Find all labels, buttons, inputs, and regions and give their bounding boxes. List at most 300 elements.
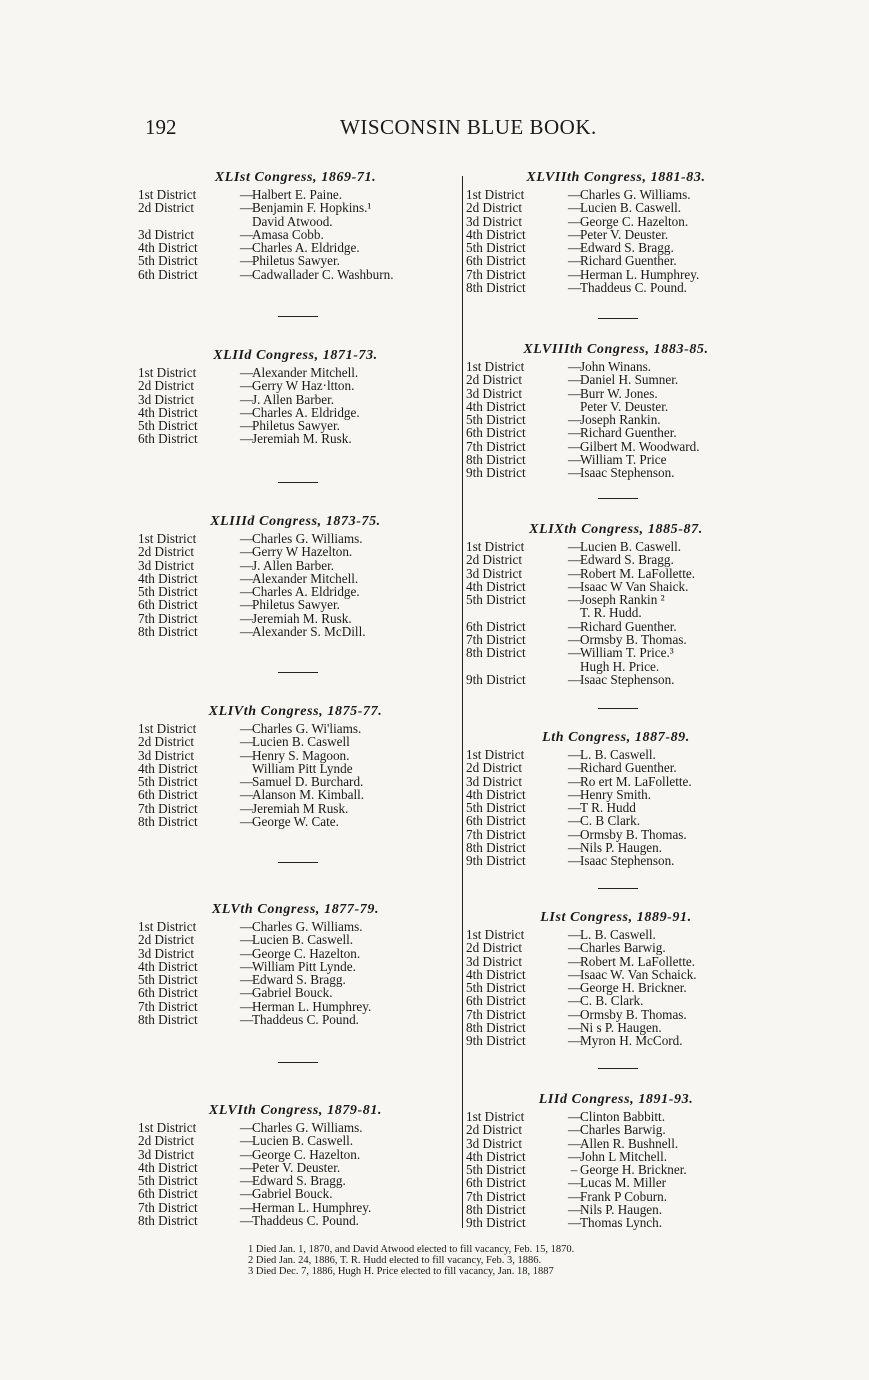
district-row xyxy=(466,413,766,426)
separator-dash: — xyxy=(240,624,254,640)
district-label: 2d District xyxy=(466,372,523,388)
member-name: Robert M. LaFollette. xyxy=(580,565,696,581)
district-row xyxy=(466,215,766,228)
member-name: J. Allen Barber. xyxy=(252,391,335,407)
district-row xyxy=(466,188,766,201)
congress-heading: XLVIIIth Congress, 1883-85. xyxy=(523,342,709,357)
district-label: 4th District xyxy=(138,760,198,776)
separator-dash: — xyxy=(240,1213,254,1229)
member-name: Benjamin F. Hopkins.¹ xyxy=(252,200,372,216)
district-row xyxy=(138,598,453,611)
district-label: 5th District xyxy=(466,1162,526,1178)
separator-dash: — xyxy=(568,592,582,608)
separator-dash: — xyxy=(568,940,582,956)
district-label: 9th District xyxy=(466,1033,526,1049)
district-row xyxy=(466,1110,766,1123)
section-rule xyxy=(278,862,318,863)
district-label: 3d District xyxy=(466,565,523,581)
member-name: Charles G. Williams. xyxy=(252,919,363,934)
district-label: 1st District xyxy=(466,359,525,374)
district-label: 8th District xyxy=(466,1202,526,1218)
district-row xyxy=(466,620,766,633)
member-name: George H. Brickner. xyxy=(580,1162,687,1178)
separator-dash: — xyxy=(240,610,254,626)
separator-dash: — xyxy=(240,958,254,974)
district-row xyxy=(466,941,766,954)
member-name: Alexander Mitchell. xyxy=(252,365,359,380)
member-name: Thaddeus C. Pound. xyxy=(252,1213,359,1229)
separator-dash: — xyxy=(240,378,254,394)
member-name: Charles Barwig. xyxy=(580,940,666,956)
district-row xyxy=(138,1174,453,1187)
district-row xyxy=(466,593,766,606)
separator-dash: — xyxy=(568,1202,582,1218)
member-name: C. B Clark. xyxy=(580,813,641,829)
separator-dash: — xyxy=(568,240,582,256)
district-row xyxy=(138,1187,453,1200)
district-label: 9th District xyxy=(466,671,526,687)
district-label: 7th District xyxy=(466,632,526,648)
district-row xyxy=(466,994,766,1007)
district-label: 8th District xyxy=(138,814,198,830)
member-name: C. B. Clark. xyxy=(580,993,644,1009)
district-row xyxy=(466,1203,766,1216)
district-row xyxy=(466,1150,766,1163)
district-label: 1st District xyxy=(466,1109,525,1124)
district-label: 3d District xyxy=(138,557,195,573)
district-row xyxy=(138,960,453,973)
separator-dash: — xyxy=(568,747,582,762)
district-row xyxy=(138,762,453,775)
district-label: 7th District xyxy=(466,266,526,282)
member-name: Charles Barwig. xyxy=(580,1122,666,1138)
district-row xyxy=(138,366,453,379)
district-row xyxy=(138,215,453,228)
member-name: George W. Cate. xyxy=(252,814,339,830)
separator-dash: — xyxy=(568,253,582,269)
member-name: Gabriel Bouck. xyxy=(252,1186,333,1202)
separator-dash: — xyxy=(240,404,254,420)
separator-dash: — xyxy=(240,1173,254,1189)
district-row xyxy=(138,933,453,946)
district-row xyxy=(466,440,766,453)
separator-dash: — xyxy=(568,800,582,816)
member-name: Cadwallader C. Washburn. xyxy=(252,266,394,282)
separator-dash: — xyxy=(240,570,254,586)
member-name: Ni s P. Haugen. xyxy=(580,1020,662,1036)
separator-dash: — xyxy=(568,1020,582,1036)
district-row xyxy=(466,540,766,553)
member-name: J. Allen Barber. xyxy=(252,557,335,573)
district-label: 2d District xyxy=(138,544,195,560)
separator-dash: — xyxy=(240,597,254,613)
page-number: 192 xyxy=(145,115,177,139)
section-rule xyxy=(598,708,638,709)
member-name: Charles G. Williams. xyxy=(252,531,363,546)
congress-heading: XLIst Congress, 1869-71. xyxy=(214,170,377,185)
district-label: 4th District xyxy=(138,958,198,974)
district-row xyxy=(138,920,453,933)
district-label: 8th District xyxy=(138,1012,198,1028)
district-label: 6th District xyxy=(138,787,198,803)
district-label: 7th District xyxy=(138,998,198,1014)
district-row xyxy=(138,986,453,999)
separator-dash: — xyxy=(568,980,582,996)
separator-dash: — xyxy=(240,774,254,790)
district-label: 6th District xyxy=(466,993,526,1009)
district-row xyxy=(466,673,766,686)
district-label: 7th District xyxy=(466,438,526,454)
separator-dash: — xyxy=(568,412,582,428)
separator-dash: — xyxy=(240,266,254,282)
member-name: Charles A. Eldridge. xyxy=(252,404,360,420)
district-row xyxy=(138,1214,453,1227)
district-label: 7th District xyxy=(138,610,198,626)
district-label: 2d District xyxy=(466,940,523,956)
member-name: Philetus Sawyer. xyxy=(252,597,340,613)
member-name: Philetus Sawyer. xyxy=(252,253,340,269)
separator-dash: — xyxy=(240,1199,254,1215)
district-row xyxy=(466,228,766,241)
separator-dash: — xyxy=(568,966,582,982)
separator-dash: — xyxy=(240,1133,254,1149)
separator-dash: — xyxy=(568,539,582,554)
district-row xyxy=(466,1034,766,1047)
congress-heading: XLVIth Congress, 1879-81. xyxy=(208,1103,383,1118)
member-name: Charles A. Eldridge. xyxy=(252,584,360,600)
footnotes xyxy=(248,1244,708,1278)
district-row xyxy=(138,201,453,214)
separator-dash: — xyxy=(240,240,254,256)
separator-dash: — xyxy=(240,531,254,546)
separator-dash: — xyxy=(568,425,582,441)
district-label: 8th District xyxy=(466,645,526,661)
member-name: Jeremiah M. Rusk. xyxy=(252,431,352,447)
member-name: Burr W. Jones. xyxy=(580,385,658,401)
footnote: 2 Died Jan. 24, 1886, T. R. Hudd elected to fill vacancy, Feb. 3, 1886. xyxy=(248,1255,542,1267)
congress-block xyxy=(466,908,766,1048)
district-row xyxy=(138,254,453,267)
district-label: 3d District xyxy=(466,1135,523,1151)
member-name: Alexander Mitchell. xyxy=(252,570,359,586)
district-row xyxy=(138,268,453,281)
district-row xyxy=(466,748,766,761)
separator-dash: — xyxy=(240,1159,254,1175)
member-name: Charles A. Eldridge. xyxy=(252,240,360,256)
separator-dash: — xyxy=(568,452,582,468)
district-label: 8th District xyxy=(138,1213,198,1229)
member-name: Henry S. Magoon. xyxy=(252,747,350,763)
district-row xyxy=(466,1163,766,1176)
column-divider xyxy=(462,176,463,1228)
district-row xyxy=(466,1021,766,1034)
separator-dash: — xyxy=(568,187,582,202)
congress-heading: LIst Congress, 1889-91. xyxy=(540,910,692,925)
member-name: Gerry W Hazelton. xyxy=(252,544,353,560)
district-label: 6th District xyxy=(466,618,526,634)
separator-dash: — xyxy=(568,927,582,942)
member-name: Thomas Lynch. xyxy=(580,1215,663,1231)
district-row xyxy=(138,379,453,392)
separator-dash: — xyxy=(568,953,582,969)
district-label: 6th District xyxy=(466,425,526,441)
district-label: 4th District xyxy=(466,398,526,414)
district-label: 2d District xyxy=(466,1122,523,1138)
member-name: Edward S. Bragg. xyxy=(580,552,674,568)
district-label: 3d District xyxy=(138,1146,195,1162)
district-label: 2d District xyxy=(138,734,195,750)
district-row xyxy=(138,188,453,201)
separator-dash: — xyxy=(568,552,582,568)
congress-block xyxy=(466,520,766,686)
member-name: Richard Guenther. xyxy=(580,253,677,269)
member-name: Isaac W. Van Schaick. xyxy=(580,966,697,982)
district-label: 1st District xyxy=(466,747,525,762)
member-name: Philetus Sawyer. xyxy=(252,418,340,434)
district-label: 9th District xyxy=(466,1215,526,1231)
district-row xyxy=(138,802,453,815)
district-label: 5th District xyxy=(466,592,526,608)
district-label: 1st District xyxy=(138,919,197,934)
district-label: 7th District xyxy=(466,1006,526,1022)
separator-dash: — xyxy=(568,1135,582,1151)
congress-heading: XLIVth Congress, 1875-77. xyxy=(208,704,383,719)
district-row xyxy=(138,947,453,960)
district-row xyxy=(466,373,766,386)
separator-dash xyxy=(240,762,252,775)
member-name: George C. Hazelton. xyxy=(580,213,689,229)
district-label: 3d District xyxy=(466,773,523,789)
member-name: Lucas M. Miller xyxy=(580,1175,667,1191)
member-name: Herman L. Humphrey. xyxy=(252,1199,372,1215)
member-name: Charles G. Wi'liams. xyxy=(252,721,362,736)
member-name: Ormsby B. Thomas. xyxy=(580,1006,687,1022)
separator-dash: — xyxy=(568,438,582,454)
member-name: John L Mitchell. xyxy=(580,1148,668,1164)
separator-dash: — xyxy=(568,1188,582,1204)
district-label: 6th District xyxy=(466,1175,526,1191)
district-label: 7th District xyxy=(138,800,198,816)
separator-dash: — xyxy=(240,721,254,736)
separator-dash: — xyxy=(568,786,582,802)
member-name: T R. Hudd xyxy=(580,800,636,816)
section-rule xyxy=(278,672,318,673)
member-name: Ormsby B. Thomas. xyxy=(580,826,687,842)
district-row xyxy=(466,1137,766,1150)
footnote: 3 Died Dec. 7, 1886, Hugh H. Price elected to fill vacancy, Jan. 18, 1887 xyxy=(248,1266,554,1278)
district-row xyxy=(138,559,453,572)
district-row xyxy=(466,1123,766,1136)
district-label: 6th District xyxy=(138,597,198,613)
district-row xyxy=(466,633,766,646)
member-name: Myron H. McCord. xyxy=(580,1033,683,1049)
member-name: Nils P. Haugen. xyxy=(580,840,663,856)
member-name: Jeremiah M Rusk. xyxy=(252,800,349,816)
separator-dash: — xyxy=(568,645,582,661)
member-name: Frank P Coburn. xyxy=(580,1188,668,1204)
member-name: Isaac Stephenson. xyxy=(580,671,675,687)
member-name: George H. Brickner. xyxy=(580,980,687,996)
congress-block xyxy=(466,728,766,868)
district-row xyxy=(466,814,766,827)
separator-dash: — xyxy=(240,1186,254,1202)
district-label: 5th District xyxy=(138,1173,198,1189)
district-label: 3d District xyxy=(466,213,523,229)
district-row xyxy=(466,426,766,439)
separator-dash: — xyxy=(240,584,254,600)
separator-dash: — xyxy=(568,1006,582,1022)
member-name: Lucien B. Caswell xyxy=(252,734,350,750)
footnote: 1 Died Jan. 1, 1870, and David Atwood elected to fill vacancy, Feb. 15, 1870. xyxy=(248,1244,575,1255)
district-label: 5th District xyxy=(466,240,526,256)
separator-dash: — xyxy=(568,385,582,401)
member-name: Gabriel Bouck. xyxy=(252,985,333,1001)
separator-dash: — xyxy=(240,187,254,202)
district-row xyxy=(138,1000,453,1013)
member-name: Peter V. Deuster. xyxy=(580,398,669,414)
page-header xyxy=(0,115,869,141)
separator-dash: — xyxy=(568,1175,582,1191)
district-label: 4th District xyxy=(466,578,526,594)
member-name: David Atwood. xyxy=(252,213,333,229)
district-label: 5th District xyxy=(138,253,198,269)
district-row xyxy=(138,788,453,801)
district-label: 2d District xyxy=(466,200,523,216)
section-rule xyxy=(598,888,638,889)
district-label: 2d District xyxy=(138,200,195,216)
congress-heading: XLVIIth Congress, 1881-83. xyxy=(526,170,706,185)
separator-dash: — xyxy=(240,557,254,573)
district-row xyxy=(138,1148,453,1161)
separator-dash: — xyxy=(240,544,254,560)
member-name: John Winans. xyxy=(580,359,652,374)
member-name: George C. Hazelton. xyxy=(252,1146,361,1162)
district-row xyxy=(466,268,766,281)
separator-dash: — xyxy=(568,813,582,829)
district-label: 8th District xyxy=(466,1020,526,1036)
district-row xyxy=(466,761,766,774)
district-row xyxy=(466,1176,766,1189)
member-name: Isaac Stephenson. xyxy=(580,853,675,869)
member-name: Lucien B. Caswell. xyxy=(252,1133,354,1149)
district-row xyxy=(138,545,453,558)
member-name: William Pitt Lynde. xyxy=(252,958,356,974)
member-name: William T. Price xyxy=(580,452,667,468)
district-row xyxy=(466,1190,766,1203)
congress-heading: XLIXth Congress, 1885-87. xyxy=(529,522,703,537)
member-name: William Pitt Lynde xyxy=(252,760,353,776)
member-name: Daniel H. Sumner. xyxy=(580,372,679,388)
district-row xyxy=(138,1134,453,1147)
congress-heading: LIId Congress, 1891-93. xyxy=(538,1092,694,1107)
member-name: Robert M. LaFollette. xyxy=(580,953,696,969)
district-label: 1st District xyxy=(466,187,525,202)
congress-block xyxy=(466,340,766,480)
member-name: Richard Guenther. xyxy=(580,760,677,776)
separator-dash: — xyxy=(568,565,582,581)
district-label: 2d District xyxy=(138,1133,195,1149)
district-row xyxy=(138,1201,453,1214)
member-name: Alanson M. Kimball. xyxy=(252,787,365,803)
member-name: Lucien B. Caswell. xyxy=(580,200,682,216)
district-row xyxy=(466,841,766,854)
district-label: 6th District xyxy=(138,1186,198,1202)
separator-dash: — xyxy=(240,253,254,269)
district-row xyxy=(138,1013,453,1026)
district-row xyxy=(138,572,453,585)
member-name: Halbert E. Paine. xyxy=(252,187,343,202)
separator-dash: — xyxy=(240,391,254,407)
district-label: 9th District xyxy=(466,853,526,869)
district-row xyxy=(466,928,766,941)
congress-block xyxy=(138,512,453,638)
congress-heading: XLVth Congress, 1877-79. xyxy=(211,902,380,917)
district-label: 9th District xyxy=(466,465,526,481)
district-row xyxy=(466,400,766,413)
member-name: Edward S. Bragg. xyxy=(252,972,346,988)
separator-dash: — xyxy=(240,945,254,961)
member-name: L. B. Caswell. xyxy=(580,927,656,942)
separator-dash: — xyxy=(568,671,582,687)
member-name: Gilbert M. Woodward. xyxy=(580,438,700,454)
district-row xyxy=(466,981,766,994)
district-row xyxy=(138,722,453,735)
separator-dash: — xyxy=(568,359,582,374)
member-name: T. R. Hudd. xyxy=(580,605,642,621)
member-name: Gerry W Haz·ltton. xyxy=(252,378,355,394)
district-row xyxy=(466,201,766,214)
member-name: Edward S. Bragg. xyxy=(580,240,674,256)
district-row xyxy=(466,646,766,659)
congress-block xyxy=(138,1101,453,1227)
member-name: Charles G. Williams. xyxy=(580,187,691,202)
separator-dash: — xyxy=(240,932,254,948)
member-name: Ormsby B. Thomas. xyxy=(580,632,687,648)
district-label: 4th District xyxy=(138,240,198,256)
section-rule xyxy=(598,318,638,319)
congress-heading: XLIIId Congress, 1873-75. xyxy=(210,514,381,529)
district-label: 2d District xyxy=(138,932,195,948)
separator-dash: – xyxy=(570,1162,578,1178)
district-label: 8th District xyxy=(466,280,526,296)
district-row xyxy=(466,775,766,788)
district-row xyxy=(138,1121,453,1134)
member-name: Joseph Rankin ² xyxy=(580,592,665,608)
separator-dash: — xyxy=(568,773,582,789)
district-label: 1st District xyxy=(466,927,525,942)
member-name: Hugh H. Price. xyxy=(580,658,660,674)
member-name: Nils P. Haugen. xyxy=(580,1202,663,1218)
district-label: 5th District xyxy=(466,980,526,996)
district-label: 6th District xyxy=(138,266,198,282)
section-rule xyxy=(278,482,318,483)
section-rule xyxy=(598,498,638,499)
separator-dash: — xyxy=(240,1120,254,1135)
separator-dash: — xyxy=(240,1012,254,1028)
separator-dash: — xyxy=(240,985,254,1001)
separator-dash: — xyxy=(240,972,254,988)
congress-block xyxy=(138,346,453,446)
district-row xyxy=(466,955,766,968)
district-label: 7th District xyxy=(466,1188,526,1204)
separator-dash: — xyxy=(240,747,254,763)
district-row xyxy=(466,801,766,814)
member-name: Thaddeus C. Pound. xyxy=(580,280,687,296)
district-label: 7th District xyxy=(138,1199,198,1215)
member-name: Thaddeus C. Pound. xyxy=(252,1012,359,1028)
congress-heading: XLIId Congress, 1871-73. xyxy=(213,348,378,363)
district-label: 5th District xyxy=(466,800,526,816)
